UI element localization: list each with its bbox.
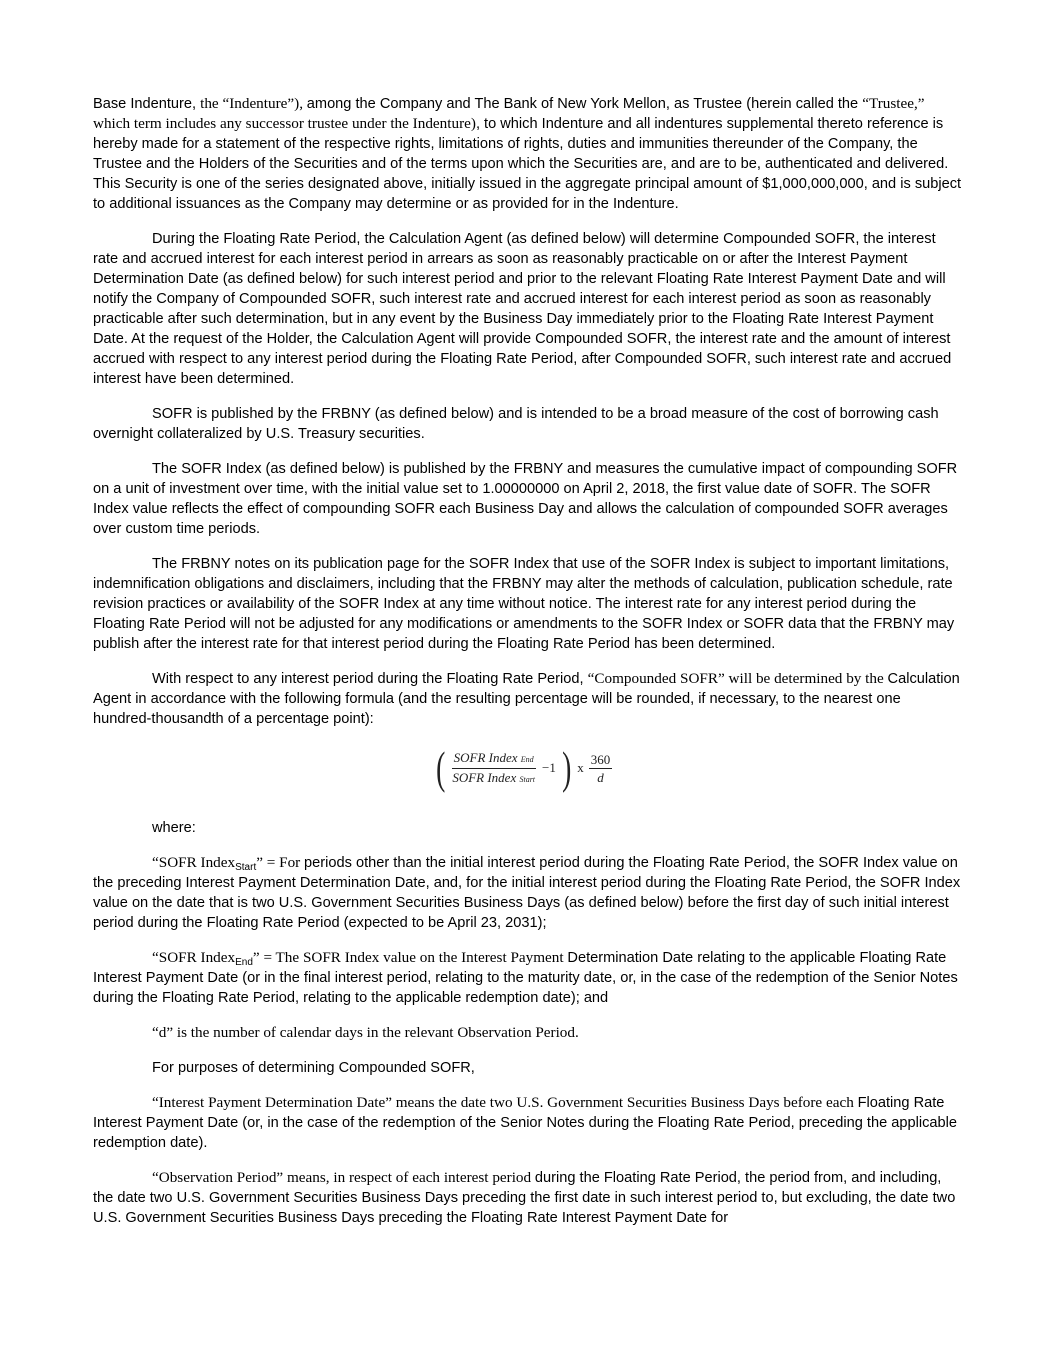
text-run: among the Company and The Bank of New York Mellon, as Trustee (herein called the [306, 96, 863, 112]
text-run: With respect to any interest period during the Floating Rate Period, [152, 671, 588, 687]
text-run: “Compounded SOFR” will be determined by the [587, 670, 888, 687]
denominator-subscript: Start [519, 774, 536, 784]
paragraph-sofr-index: The SOFR Index (as defined below) is published by the FRBNY and measures the cumulative impact of compounding SOFR on a unit of investment over time, with the initial value set to 1.00000000 on April 2, 2018, the first value date of SOFR. The SOFR Index value reflects the effect of compounding SOFR each Business Day and allows the calculation of compounded SOFR averages over custom time periods. [93, 461, 958, 537]
paragraph-sofr-index-end [93, 948, 963, 1008]
formula-block [93, 744, 963, 810]
text-run: periods other than the initial interest period during the Floating Rate Period, the SOFR Index value on the preceding Interest Payment Determination Date, and, for the initial interest period during the Floating Rate Period, the SOFR Index value on the date that is two U.S. Government Securities Business Days (as defined below) before the first day of such initial interest period during the Floating Rate Period (expected to be April 23, 2031); [93, 855, 961, 931]
numerator-subscript: End [520, 754, 534, 764]
paragraph-where: where: [152, 820, 196, 836]
right-paren: ) [561, 742, 572, 793]
subscript: Start [235, 862, 257, 873]
text-run: Base Indenture, [93, 96, 201, 112]
day-count-denominator: d [597, 769, 604, 785]
left-paren: ( [436, 742, 446, 793]
text-run: “Trustee,” which term includes any successor trustee under the Indenture) [93, 95, 925, 132]
paragraph-compounded-sofr [93, 669, 963, 729]
text-run: the “Indenture”), [200, 95, 307, 112]
paragraph-sofr-index-start [93, 853, 963, 933]
minus-one: −1 [542, 760, 556, 775]
paragraph-for-purposes: For purposes of determining Compounded SOFR, [152, 1060, 475, 1076]
text-run: ” = For [256, 854, 305, 871]
paragraph-sofr-published: SOFR is published by the FRBNY (as defined below) and is intended to be a broad measure of the cost of borrowing cash overnight collateralized by U.S. Treasury securities. [93, 406, 939, 442]
text-run: Determination Date relating to the applicable Floating Rate Interest Payment Date (or in the final interest period, relating to the maturity date, or, in the case of the redemption of the Senior Notes during the Floating Rate Period, relating to the applicable redemption date); and [93, 950, 958, 1006]
paragraph-observation-period [93, 1168, 963, 1228]
times-sign: x [577, 760, 584, 775]
text-run: “Observation Period” means, in respect of each interest period [152, 1169, 535, 1186]
paragraph-calculation-agent: During the Floating Rate Period, the Calculation Agent (as defined below) will determine Compounded SOFR, the interest rate and accrued interest for each interest period in arrears as soon as reasonably practicable on or after the Interest Payment Determination Date (as defined below) for such interest period and prior to the relevant Floating Rate Interest Payment Date and will notify the Company of Compounded SOFR, such interest rate and accrued interest for each interest period as soon as reasonably practicable after such determination, but in any event by the Business Day immediately prior to the Floating Rate Interest Payment Date. At the request of the Holder, the Calculation Agent will provide Compounded SOFR, the interest rate and the amount of interest accrued with respect to any interest period during the Floating Rate Period, after Compounded SOFR, such interest rate and accrued interest have been determined. [93, 231, 952, 387]
paragraph-indenture [93, 94, 963, 214]
text-run: Floating Rate Interest Payment Date (or, in the case of the redemption of the Senior Notes during the Floating Rate Period, preceding the applicable redemption date). [93, 1095, 957, 1151]
text-run: during the Floating Rate Period, the period from, and including, the date two U.S. Government Securities Business Days preceding the first date in such interest period to, but excluding, the date two U.S. Government Securities Business Days preceding the Floating Rate Interest Payment Date for [93, 1170, 956, 1226]
text-run: “SOFR Index [152, 949, 236, 966]
text-run: Calculation Agent in accordance with the following formula (and the resulting percentage will be rounded, if necessary, to the nearest one hundred-thousandth of a percentage point): [93, 671, 960, 727]
day-count-fraction [589, 752, 613, 785]
index-fraction [450, 750, 537, 787]
paragraph-d-definition: “d” is the number of calendar days in the relevant Observation Period. [152, 1024, 579, 1041]
text-run: “Interest Payment Determination Date” means the date two U.S. Government Securities Business Days before each [152, 1094, 858, 1111]
day-count-numerator: 360 [590, 751, 611, 767]
subscript: End [235, 957, 253, 968]
document-page [93, 94, 963, 1243]
fraction-denominator [450, 769, 537, 787]
denominator-label: SOFR Index [452, 769, 517, 785]
paragraph-frbny-notes: The FRBNY notes on its publication page for the SOFR Index that use of the SOFR Index is subject to important limitations, indemnification obligations and disclaimers, including that the FRBNY may alter the methods of calculation, publication schedule, rate revision practices or availability of the SOFR Index at any time without notice. The interest rate for any interest period during the Floating Rate Period will not be adjusted for any modifications or amendments to the SOFR Index or SOFR data that the FRBNY may publish after the interest rate for that interest period during the Floating Rate Period has been determined. [93, 556, 955, 652]
numerator-label: SOFR Index [453, 749, 518, 765]
text-run: ” = The SOFR Index value on the Interest Payment [252, 949, 568, 966]
text-run: “SOFR Index [152, 854, 236, 871]
fraction-numerator [452, 750, 536, 769]
text-run: , to which Indenture and all indentures supplemental thereto reference is hereby made for a statement of the respective rights, limitations of rights, duties and immunities thereunder of the Company, the Trustee and the Holders of the Securities and of the terms upon which the Securities are, and are to be, authenticated and delivered. This Security is one of the series designated above, initially issued in the aggregate principal amount of $1,000,000,000, and is subject to additional issuances as the Company may determine or as provided for in the Indenture. [93, 116, 962, 212]
compounded-sofr-formula [433, 744, 614, 792]
paragraph-interest-payment-determination-date [93, 1093, 963, 1153]
